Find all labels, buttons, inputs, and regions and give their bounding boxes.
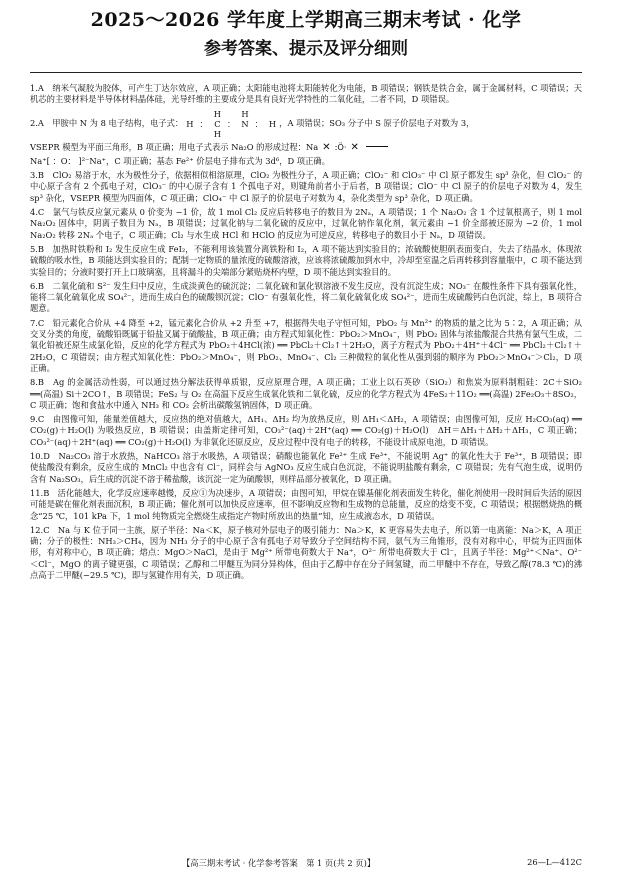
answer-list <box>30 83 582 581</box>
answer-text: Na 与 K 位于同一主族，原子半径：Na＜K，原子核对外层电子的吸引能力：Na＞K，K 更容易失去电子，所以第一电离能：Na＞K，A 项正确；分子的极性：NH₃＞CH₄，因为 NH₃ 分子的中心原子含有孤电子对导致分子空间结构不同，氨气为三角锥形，没有对称中心，甲烷为正四面体形，有对称中心，B 项正确；熔点：MgO＞NaCl，是由于 Mg²⁺ 所带电荷数大于 Na⁺，O²⁻ 所带电荷数大于 Cl⁻，且离子半径：Mg²⁺＜Na⁺、O²⁻＜Cl⁻，MgO 的离子键更强，C 项错误；乙醇和二甲醚互为同分异构体，但由于乙醇中存在分子间氢键，而二甲醚中不存在，导致乙醇(78.3 ℃)的沸点高于二甲醚(−29.5 ℃)，即与氢键作用有关，D 项正确。 <box>30 524 582 580</box>
answer-number: 3.B <box>30 170 45 181</box>
struct-h-top: H <box>213 108 221 119</box>
answer-item-5 <box>30 244 582 278</box>
answer-item-4 <box>30 207 582 241</box>
answer-item-7 <box>30 318 582 374</box>
answer-text: ClO₂ 易溶于水，水为极性分子，依据相似相溶原理，ClO₂ 为极性分子，A 项正确；ClO₂⁻ 和 ClO₃⁻ 中 Cl 原子都发生 sp³ 杂化，但 ClO₂⁻ 的中心原子含有 2 个孤电子对，ClO₃⁻ 的中心原子含有 1 个孤电子对，则键角前者小于后者，B 项错误；ClO⁻ 中 Cl 原子的价层电子对数为 4，发生 sp³ 杂化，VSEPR 模型为四面体，C 项正确；ClO₄⁻ 中 Cl 原子的价层电子对数为 4，杂化类型为 sp³ 杂化，D 项正确。 <box>30 170 582 203</box>
answer-item-2 <box>30 109 582 168</box>
answer-number: 8.B <box>30 377 45 388</box>
answer-text: 加热时铁粉和 I₂ 发生反应生成 FeI₂，不能利用该装置分离铁粉和 I₂，A 项不能达到实验目的；浓硫酸使胆矾表面变白，失去了结晶水，体现浓硫酸的吸水性，B 项能达到实验目的；配制一定物质的量浓度的硫酸溶液，应该将浓硫酸加到水中，冷却至室温之后再转移到容量瓶中，C 项不能达到实验目的；分液时要打开上口玻璃塞，且将漏斗的尖端部分紧贴烧杯内壁，D 项不能达到实验目的。 <box>30 243 582 277</box>
oxygen-dots-icon: :Ö· <box>334 141 347 152</box>
answer-text: 纳米气凝胶为胶体，可产生丁达尔效应，A 项正确；太阳能电池将太阳能转化为电能，B 项错误；钢铁是铁合金，属于金属材料，C 项错误；天机芯的主要材料是半导体材料晶体硅，光导纤维的主要成分是具有良好光学特性的二氧化硅，二者不同，D 项错误。 <box>30 83 582 105</box>
answer-number: 10.D <box>30 451 50 462</box>
answer-text: Na₂CO₃ 溶于水放热，NaHCO₃ 溶于水吸热，A 项错误；硝酸也能氧化 Fe²⁺ 生成 Fe³⁺，不能说明 Ag⁺ 的氧化性大于 Fe³⁺，B 项错误；即使盐酸没有剩余，反应生成的 MnCl₂ 中也含有 Cl⁻，同样会与 AgNO₃ 反应生成白色沉淀，不能说明盐酸有剩余，C 项错误；先有气泡生成，说明仍含有 Na₂SO₃，后生成的沉淀不溶于稀盐酸，该沉淀一定为硫酸钡，则样品部分被氧化，D 项正确。 <box>30 451 582 484</box>
answer-number: 9.C <box>30 414 45 425</box>
na2o-formation-line <box>30 142 582 153</box>
answer-text: 二氧化硫和 S²⁻ 发生归中反应，生成淡黄色的硫沉淀；二氧化硫和氯化钡溶液不发生反应，没有沉淀生成；NO₃⁻ 在酸性条件下具有强氧化性，能将二氧化硫氧化成 SO₄²⁻，进而生成白色的硫酸钡沉淀；ClO⁻ 有强氧化性，将二氧化硫氧化成 SO₄²⁻，进而生成硫酸钙白色沉淀，综上，B 项符合题意。 <box>30 280 582 314</box>
answer-number: 5.B <box>30 243 45 254</box>
answer-text: 由图像可知，能量差值越大，反应热的绝对值越大，ΔH₁、ΔH₂ 均为放热反应，则 ΔH₁＜ΔH₂，A 项错误；由图像可知，反应 H₂CO₃(aq) ══ CO₂(g)＋H₂O(l) 为吸热反应，B 项错误；由盖斯定律可知，CO₃²⁻(aq)＋2H⁺(aq) ══ CO₂(g)＋H₂O(l) ΔH＝ΔH₁＋ΔH₂＋ΔH₃，C 项正确；CO₃²⁻(aq)＋2H⁺(aq) ══ CO₂(g)＋H₂O(l) 为非氧化还原反应，反应过程中没有电子的转移，不能设计成原电池，D 项错误。 <box>30 414 582 447</box>
answer-item-10 <box>30 451 582 485</box>
answer-item-3 <box>30 170 582 204</box>
electron-cross-icon: ✕ <box>350 141 359 153</box>
electron-cross-icon: ✕ <box>322 141 331 153</box>
answer-text-a: 甲胺中 N 为 8 电子结构，电子式： <box>52 117 184 128</box>
answer-item-12 <box>30 525 582 581</box>
answer-number: 4.C <box>30 207 45 218</box>
answer-item-1 <box>30 83 582 106</box>
answer-number: 7.C <box>30 317 45 328</box>
answer-number: 12.C <box>30 524 50 535</box>
page-title: 2025～2026 学年度上学期高三期末考试 · 化学 <box>90 9 522 31</box>
answer-item-11 <box>30 488 582 522</box>
answer-text-b: ，A 项错误；SO₃ 分子中 S 原子价层电子对数为 3， <box>279 117 475 128</box>
answer-text: 氯气与铁反应氯元素从 0 价变为 −1 价，故 1 mol Cl₂ 反应后转移电子的数目为 2Nₐ，A 项错误；1 个 Na₂O₂ 含 1 个过氧根离子，则 1 mol Na₂O₂ 固体中，阴离子数目为 Nₐ，B 项错误；过氧化钠与二氧化硫的反应中，过氧化钠作氧化剂，氧元素由 −1 价全部被还原为 −2 价，1 mol Na₂O₂ 转移 2Nₐ 个电子，C 项正确；Cl₂ 与水生成 HCl 和 HClO 的反应为可逆反应，转移电子的数目小于 Nₐ，D 项错误。 <box>30 207 582 240</box>
footer-code: 26—L—412C <box>527 857 582 867</box>
page-footer <box>30 857 582 869</box>
answer-text-c: VSEPR 模型为平面三角形，B 项正确；用电子式表示 Na₂O 的形成过程：Na <box>30 141 319 152</box>
page-subtitle: 参考答案、提示及评分细则 <box>204 39 408 59</box>
answer-text: 活化能越大，化学反应速率越慢，反应①为决速步，A 项错误；由图可知，甲烷在镍基催化剂表面发生转化，催化剂使用一段时间后失活的原因可能是碳在催化剂表面沉积，B 项正确；催化剂可以加快反应速率，但不影响反应物和生成物的总能量，反应的焓变不变，C 项错误；根据燃烧热的概念“25 ℃，101 kPa 下，1 mol 纯物质完全燃烧生成指定产物时所放出的热量”知，应生成液态水，D 项错误。 <box>30 487 582 521</box>
methylamine-electron-structure: H H H ： C ： N ： H H <box>186 108 277 139</box>
answer-item-6 <box>30 281 582 315</box>
answer-text: Ag 的金属活动性弱，可以通过热分解法获得单质银，反应原理合理，A 项正确；工业上以石英砂（SiO₂）和焦炭为原料制粗硅：2C＋SiO₂ ══(高温) Si＋2CO↑，B 项错误；FeS₂ 与 O₂ 在高温下反应生成氧化铁和二氧化硫，反应的化学方程式为 4FeS₂＋11O₂ ══(高温) 2Fe₂O₃＋8SO₂，C 项正确；饱和食盐水中通入 NH₃ 和 CO₂ 会析出碳酸氢钠固体，D 项正确。 <box>30 377 582 410</box>
title-divider <box>30 72 582 73</box>
formation-arrow-icon <box>366 146 388 147</box>
answer-item-8 <box>30 377 582 411</box>
answer-text-d: Na⁺[ ：O： ]²⁻Na⁺，C 项正确；基态 Fe²⁺ 价层电子排布式为 3d⁶，D 项正确。 <box>30 155 330 166</box>
answer-number: 1.A <box>30 83 44 93</box>
answer-number: 2.A <box>30 117 44 128</box>
answer-number: 11.B <box>30 487 50 498</box>
answer-text: 铅元素化合价从 +4 降至 +2，锰元素化合价从 +2 升至 +7，根据得失电子守恒可知，PbO₂ 与 Mn²⁺ 的物质的量之比为 5∶2，A 项正确；从交叉分类的角度，硫酸铅既属于铅盐又属于硫酸盐，B 项正确；由方程式知氧化性：PbO₂＞MnO₄⁻，则 PbO₂ 固体与浓盐酸混合共热有氯气生成，二氧化铅被还原生成氯化铅，反应的化学方程式为 PbO₂＋4HCl(浓) ══ PbCl₂＋Cl₂↑＋2H₂O，离子方程式为 PbO₂＋4H⁺＋4Cl⁻ ══ PbCl₂＋Cl₂↑＋2H₂O，C 项错误；由方程式知氧化性：PbO₂＞MnO₄⁻，则 PbO₂、MnO₄⁻、Cl₂ 三种微粒的氧化性从强到弱的顺序为 PbO₂＞MnO₄⁻＞Cl₂，D 项正确。 <box>30 317 582 373</box>
answer-item-9 <box>30 414 582 448</box>
answer-number: 6.B <box>30 280 45 291</box>
footer-page-info: 【高三期末考试 · 化学参考答案 第 1 页(共 2 页)】 <box>182 858 376 868</box>
